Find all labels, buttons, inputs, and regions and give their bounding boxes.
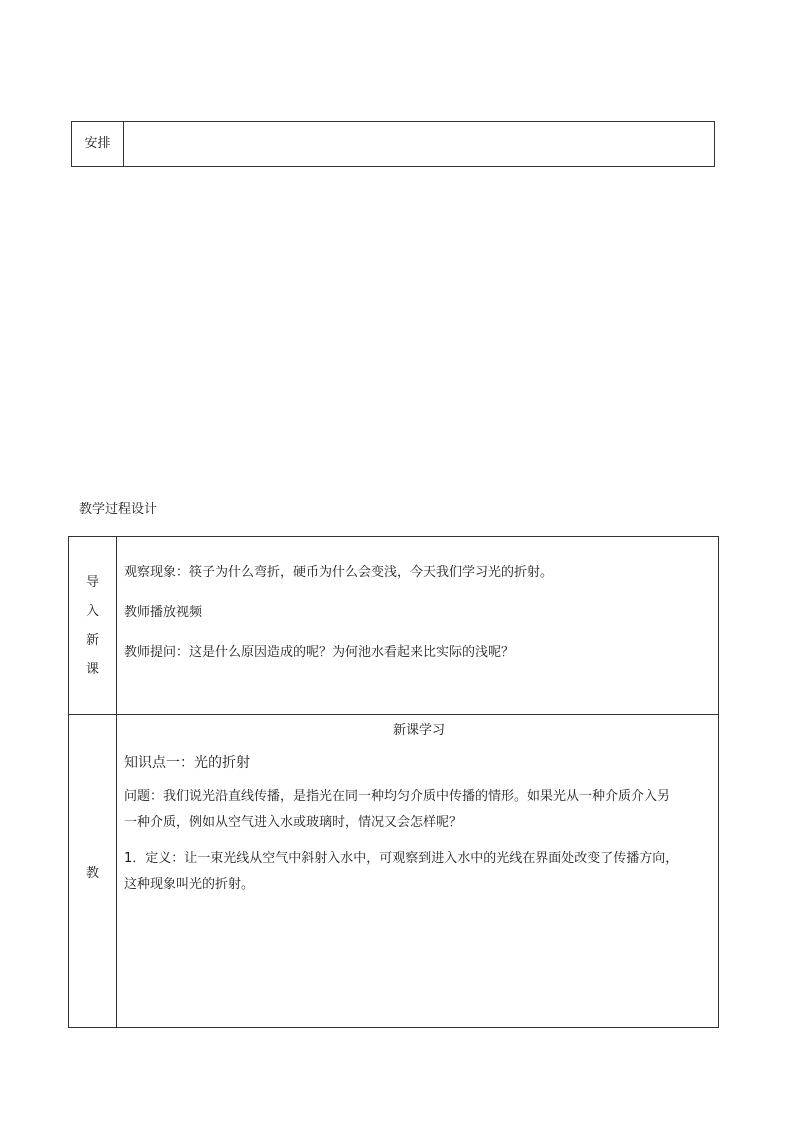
knowledge-point-title: 知识点一：光的折射 xyxy=(124,755,250,771)
arrangement-table xyxy=(71,121,715,167)
intro-line-video: 教师播放视频 xyxy=(124,605,203,620)
teach-side-cell xyxy=(69,715,117,1028)
question-line-1: 问题：我们说光沿直线传播，是指光在同一种均匀介质中传播的情形。如果光从一种介质介入另 xyxy=(124,789,671,804)
intro-side-label xyxy=(69,568,116,684)
definition-line-2: 这种现象叫光的折射。 xyxy=(124,877,255,892)
definition-line-1: 1．定义：让一束光线从空气中斜射入水中，可观察到进入水中的光线在界面处改变了传播方向， xyxy=(124,851,679,866)
intro-line-observe: 观察现象：筷子为什么弯折，硬币为什么会变浅，今天我们学习光的折射。 xyxy=(124,565,554,580)
teach-content-cell xyxy=(117,715,719,1028)
intro-side-char: 入 xyxy=(85,603,99,619)
arrangement-label: 安排 xyxy=(84,136,111,151)
intro-content-cell xyxy=(117,537,719,715)
intro-row xyxy=(69,537,719,715)
intro-side-char: 课 xyxy=(85,661,99,677)
intro-side-cell xyxy=(69,537,117,715)
intro-side-char: 新 xyxy=(85,632,99,648)
teach-heading: 新课学习 xyxy=(392,723,445,738)
teaching-process-table xyxy=(68,536,719,1028)
question-line-2: 一种介质，例如从空气进入水或玻璃时，情况又会怎样呢？ xyxy=(124,815,463,830)
intro-line-question: 教师提问：这是什么原因造成的呢？为何池水看起来比实际的浅呢？ xyxy=(124,645,515,660)
section-title: 教学过程设计 xyxy=(79,502,158,517)
arrangement-label-cell xyxy=(72,122,124,167)
teach-side-label: 教 xyxy=(85,865,99,881)
teach-row xyxy=(69,715,719,1028)
arrangement-content-cell xyxy=(124,122,715,167)
intro-side-char: 导 xyxy=(85,574,99,590)
